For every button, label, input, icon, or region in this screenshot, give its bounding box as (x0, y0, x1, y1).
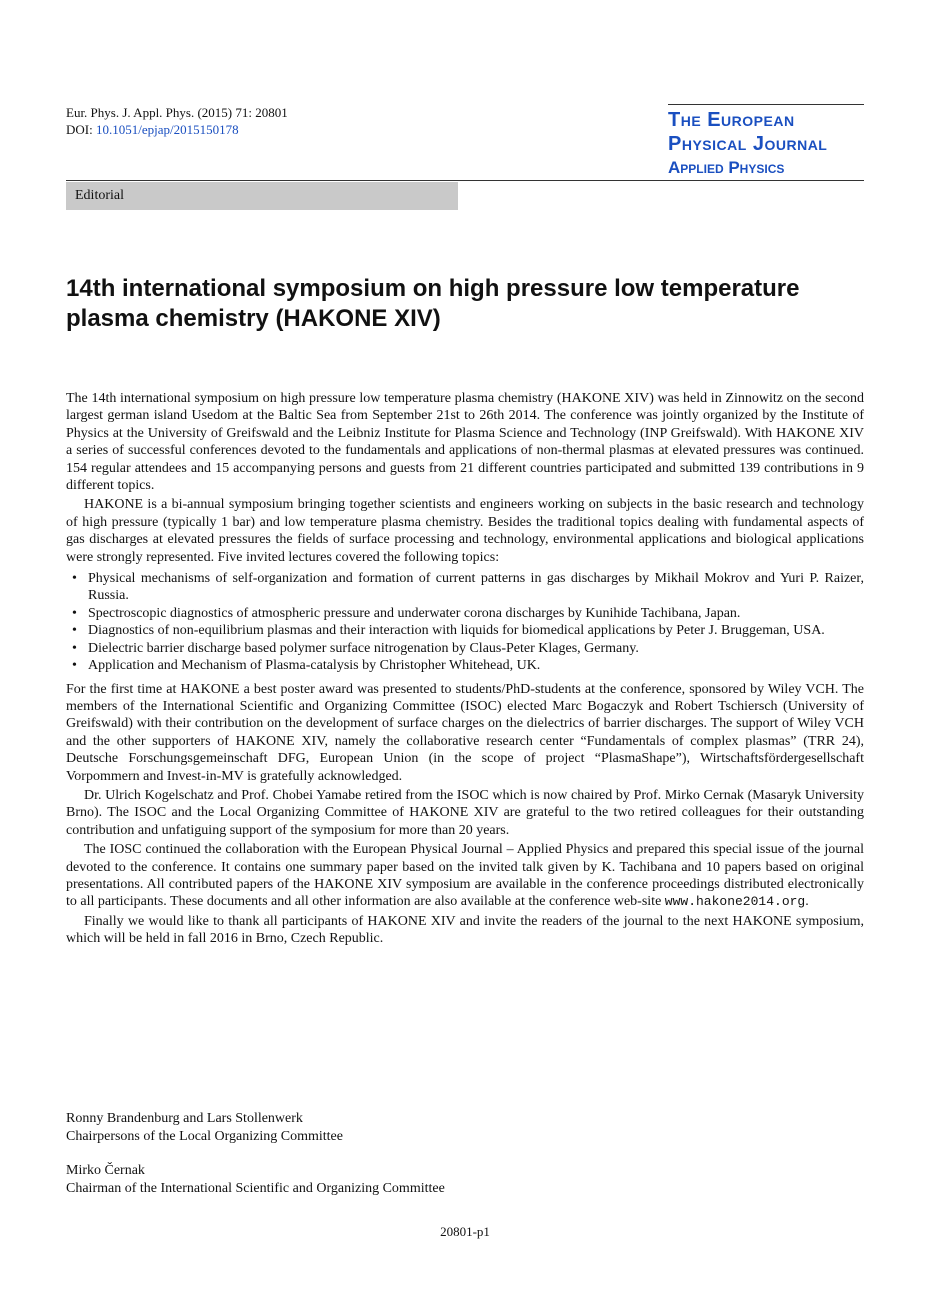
special-issue-text: The IOSC continued the collaboration with the European Physical Journal – Applied Physics and prepared this special issue of the journal devoted to the conference. It contains one summary paper based on the invited talk given by K. Tachibana and 10 papers based on original presentations. All contributed papers of the HAKONE XIV symposium are available in the conference proceedings distributed electronically to all participants. These documents and all other information are also available at the conference web-site (66, 842, 864, 910)
paragraph-hakone: HAKONE is a bi-annual symposium bringing together scientists and engineers working on subjects in the basic research and technology of high pressure (typically 1 bar) and low temperature plasma chemistry. Besides the traditional topics dealing with fundamental aspects of gas discharges at elevated pressures the fields of surface processing and technology, environmental applications and biological applications were strongly represented. Five invited lectures covered the following topics: (66, 497, 864, 565)
list-item-text: Dielectric barrier discharge based polymer surface nitrogenation by Claus-Peter Klages, Germany. (88, 640, 639, 656)
list-item (66, 657, 864, 674)
conference-website-link[interactable]: www.hakone2014.org (664, 894, 806, 910)
list-item (66, 570, 864, 605)
paragraph-closing: Finally we would like to thank all participants of HAKONE XIV and invite the readers of the journal to the next HAKONE symposium, which will be held in fall 2016 in Brno, Czech Republic. (66, 913, 864, 947)
signature-local-committee (66, 1110, 445, 1146)
page-number: 20801-p1 (440, 1224, 490, 1239)
signature-block (66, 1110, 445, 1214)
invited-lectures-list (66, 570, 864, 674)
special-issue-end: . (805, 894, 809, 910)
list-item (66, 640, 864, 657)
bullet-icon: • (72, 658, 77, 674)
journal-citation: Eur. Phys. J. Appl. Phys. (2015) 71: 20801 (66, 105, 288, 120)
signature-name: Ronny Brandenburg and Lars Stollenwerk (66, 1111, 303, 1126)
bullet-icon: • (72, 571, 77, 587)
signature-isoc (66, 1162, 445, 1198)
paragraph-intro: The 14th international symposium on high pressure low temperature plasma chemistry (HAKONE XIV) was held in Zinnowitz on the second largest german island Usedom at the Baltic Sea from September 21st to 26th 2014. The conference was jointly organized by the Institute of Physics at the University of Greifswald and the Leibniz Institute for Plasma Science and Technology (INP Greifswald). With HAKONE XIV a series of successful conferences devoted to the fundamentals and applications of non-thermal plasmas at elevated pressures was continued. 154 regular attendees and 15 accompanying persons and guests from 21 different countries participated and submitted 139 contributions in 9 different topics. (66, 391, 864, 494)
list-item-text: Application and Mechanism of Plasma-catalysis by Christopher Whitehead, UK. (88, 658, 541, 674)
signature-name: Mirko Černak (66, 1163, 145, 1178)
journal-logo (668, 104, 864, 180)
doi-line (66, 121, 288, 138)
list-item-text: Physical mechanisms of self-organization and formation of current patterns in gas discharges by Mikhail Mokrov and Yuri P. Raizer, Russia. (88, 571, 864, 604)
list-item-text: Spectroscopic diagnostics of atmospheric pressure and underwater corona discharges by Kunihide Tachibana, Japan. (88, 605, 741, 621)
journal-name-line2: Physical Journal (668, 133, 828, 155)
signature-role: Chairpersons of the Local Organizing Committee (66, 1129, 343, 1144)
list-item (66, 605, 864, 622)
list-item-text: Diagnostics of non-equilibrium plasmas and their interaction with liquids for biomedical applications by Peter J. Bruggeman, USA. (88, 623, 825, 639)
header-rule (66, 180, 864, 181)
citation-block (66, 104, 288, 138)
bullet-icon: • (72, 605, 77, 621)
doi-label: DOI: (66, 122, 93, 137)
journal-name-line1: The European (668, 109, 795, 131)
signature-role: Chairman of the International Scientific and Organizing Committee (66, 1181, 445, 1196)
bullet-icon: • (72, 623, 77, 639)
section-label: Editorial (66, 182, 458, 210)
paragraph-retirement: Dr. Ulrich Kogelschatz and Prof. Chobei Yamabe retired from the ISOC which is now chaired by Prof. Mirko Cernak (Masaryk University Brno). The ISOC and the Local Organizing Committee of HAKONE XIV are grateful to the two retired colleagues for their outstanding contribution and unfatiguing support of the symposium for more than 20 years. (66, 787, 864, 838)
article-body (66, 390, 864, 950)
bullet-icon: • (72, 640, 77, 656)
list-item (66, 622, 864, 639)
article-title: 14th international symposium on high pressure low temperature plasma chemistry (HAKONE XIV) (66, 275, 800, 332)
paragraph-poster-award: For the first time at HAKONE a best poster award was presented to students/PhD-students at the conference, sponsored by Wiley VCH. The members of the International Scientific and Organizing Committee (ISOC) elected Marc Bogaczyk and Robert Tschiersch (University of Greifswald) with their contribution on the development of surface charges on the dielectrics of barrier discharges. The support of Wiley VCH and the other supporters of HAKONE XIV, namely the collaborative research center “Fundamentals of complex plasmas” (TRR 24), Deutsche Forschungsgemeinschaft DFG, European Union (in the scope of project “PlasmaShape”), Wirtschaftsfördergesellschaft Vorpommern and Invest-in-MV is gratefully acknowledged. (66, 681, 864, 784)
journal-name-line3: Applied Physics (668, 158, 785, 177)
doi-link[interactable]: 10.1051/epjap/2015150178 (95, 122, 239, 137)
paragraph-special-issue (66, 841, 864, 911)
